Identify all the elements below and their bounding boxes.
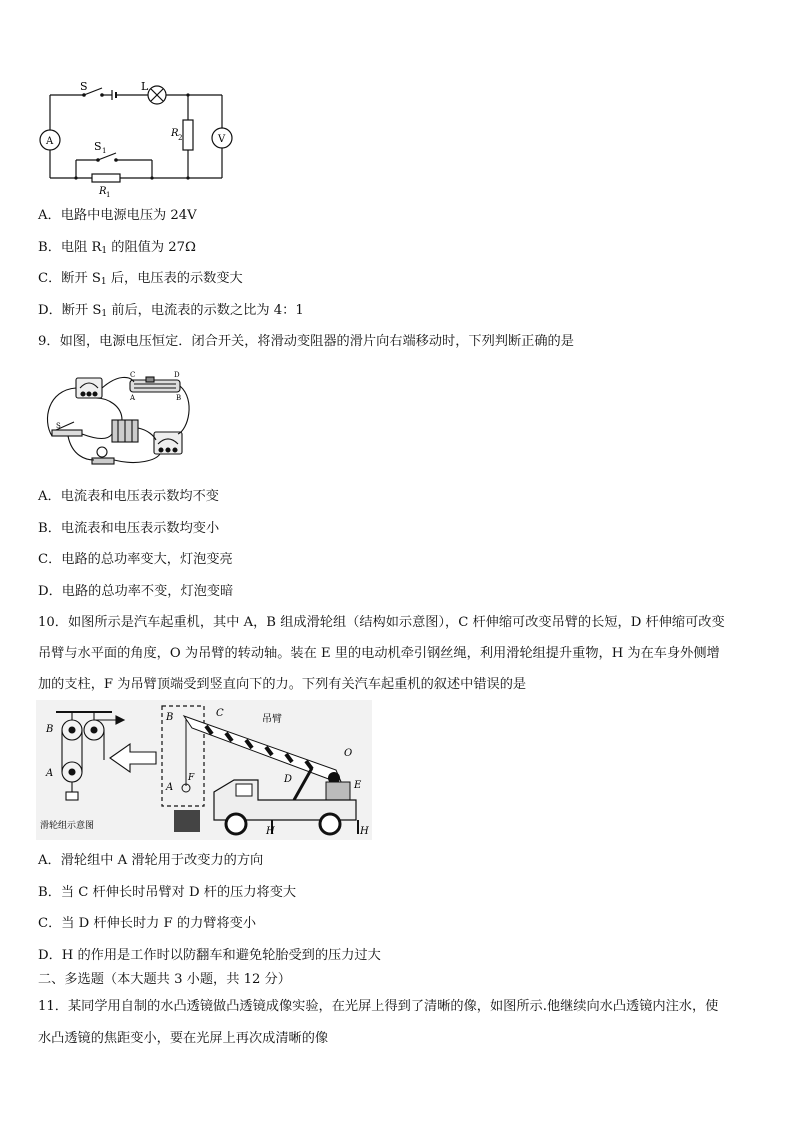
crane-figure-svg [36, 700, 372, 840]
label-c: C [216, 708, 224, 719]
crane-figure [36, 700, 372, 840]
q10-stem-line-3: 加的支柱，F 为吊臂顶端受到竖直向下的力。下列有关汽车起重机的叙述中错误的是 [38, 677, 527, 692]
q9-physical-circuit-svg [38, 370, 198, 470]
q10-stem-line-1: 10．如图所示是汽车起重机，其中 A，B 组成滑轮组（结构如示意图），C 杆伸缩可改变吊臂的长短，D 杆伸缩可改变 [38, 615, 725, 630]
label-a: A [166, 782, 174, 793]
voltmeter-label: V [218, 134, 226, 145]
q8-option-c [38, 270, 243, 291]
q10-option-a: A．滑轮组中 A 滑轮用于改变力的方向 [38, 853, 264, 868]
q8-option-d-sub: 1 [101, 309, 108, 319]
label-d: D [284, 774, 293, 785]
label-boom: 吊臂 [262, 714, 282, 725]
q11-stem-line-2: 水凸透镜的焦距变小，要在光屏上再次成清晰的像 [38, 1031, 329, 1046]
q8-option-d-post: 前后，电流表的示数之比为 4：1 [107, 303, 304, 318]
q8-option-b-sub: 1 [101, 246, 108, 256]
label-f: F [188, 773, 195, 783]
q8-option-b-pre: B．电阻 R [38, 240, 102, 255]
q9-option-d: D．电路的总功率不变，灯泡变暗 [38, 584, 234, 599]
pulley-label-b: B [46, 724, 54, 735]
q9-stem: 9．如图，电源电压恒定．闭合开关，将滑动变阻器的滑片向右端移动时，下列判断正确的是 [38, 334, 574, 349]
label-r2: R [171, 128, 179, 139]
rheostat-label-b: B [176, 394, 182, 402]
q9-option-a: A．电流表和电压表示数均不变 [38, 489, 219, 504]
label-h-2: H [360, 826, 369, 837]
label-s: S [80, 80, 88, 93]
label-o: O [344, 748, 353, 759]
circuit-diagram-1-svg [36, 78, 246, 198]
section-2-title: 二、多选题（本大题共 3 小题，共 12 分） [38, 972, 291, 987]
label-s1-sub: 1 [102, 147, 107, 155]
q10-option-b: B．当 C 杆伸长时吊臂对 D 杆的压力将变大 [38, 885, 297, 900]
circuit-diagram-1 [36, 78, 246, 198]
q9-physical-circuit-figure [38, 370, 198, 470]
q10-option-c: C．当 D 杆伸长时力 F 的力臂将变小 [38, 916, 257, 931]
label-r1: R [99, 186, 107, 197]
rheostat-label-a: A [130, 394, 136, 402]
q10-option-d: D．H 的作用是工作时以防翻车和避免轮胎受到的压力过大 [38, 948, 381, 963]
q8-option-b [38, 239, 196, 260]
label-h-1: H [266, 826, 275, 837]
label-s1: S [94, 140, 102, 153]
q8-option-b-post: 的阻值为 27Ω [107, 240, 196, 255]
q8-option-c-post: 后，电压表的示数变大 [106, 271, 243, 286]
rheostat-label-c: C [130, 371, 136, 379]
q8-option-c-sub: 1 [100, 277, 107, 287]
pulley-caption: 滑轮组示意图 [40, 821, 95, 831]
q8-option-c-pre: C．断开 S [38, 271, 101, 286]
switch-label-s: S [56, 422, 61, 430]
pulley-label-a: A [46, 768, 54, 779]
q11-stem-line-1: 11．某同学用自制的水凸透镜做凸透镜成像实验，在光屏上得到了清晰的像，如图所示.他继续向水凸透镜内注水，使 [38, 999, 719, 1014]
q8-option-d [38, 302, 304, 323]
q9-option-c: C．电路的总功率变大，灯泡变亮 [38, 552, 233, 567]
ammeter-label: A [46, 136, 54, 147]
q9-option-b: B．电流表和电压表示数均变小 [38, 521, 220, 536]
q8-option-d-pre: D．断开 S [38, 303, 102, 318]
label-b: B [166, 712, 174, 723]
rheostat-label-d: D [174, 371, 180, 379]
label-r2-sub: 2 [178, 134, 183, 142]
label-l: L [141, 80, 149, 93]
label-r1-sub: 1 [106, 191, 111, 198]
q10-stem-line-2: 吊臂与水平面的角度，O 为吊臂的转动轴。装在 E 里的电动机牵引钢丝绳，利用滑轮组提升重物，H 为在车身外侧增 [38, 646, 720, 661]
label-e: E [354, 780, 362, 791]
q8-option-a: A．电路中电源电压为 24V [38, 208, 197, 223]
